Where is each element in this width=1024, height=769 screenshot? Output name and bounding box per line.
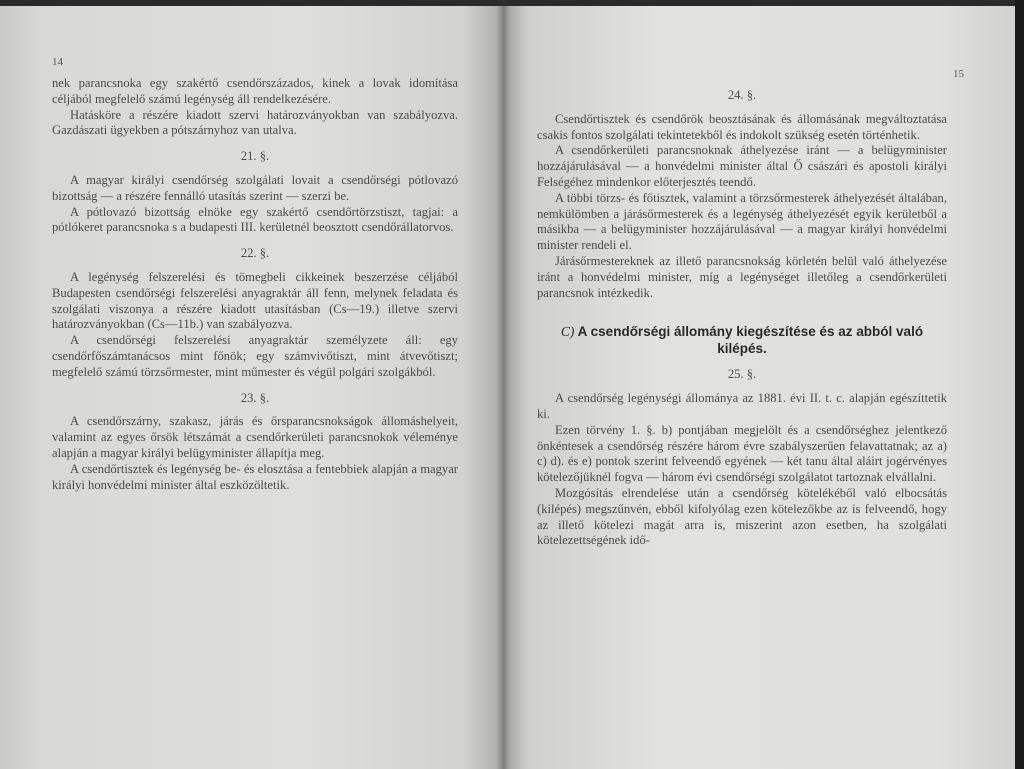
paragraph: nek parancsnoka egy szakértő csendőrszázados, kinek a lovak idomítása céljából megfelelő számú legénység áll rendelkezésére. xyxy=(52,76,458,106)
paragraph: A csendőrség legénységi állománya az 1881. évi II. t. c. alapján egészíttetik ki. xyxy=(537,391,947,421)
section-title-23: 23. §. xyxy=(240,390,270,405)
section-title-22: 22. §. xyxy=(240,246,270,261)
heading-lead: C) xyxy=(560,324,575,340)
right-page xyxy=(503,0,1015,769)
left-page xyxy=(0,0,503,769)
paragraph: A magyar királyi csendőrség szolgálati lovait a csendőrségi pótlovazó bizottság — a részére fennálló utasítás szerint — szerzi be. xyxy=(52,172,458,203)
paragraph: Hatásköre a részére kiadott szervi határozványokban van szabályozva. Gazdászati ügyekben a pótszárnyhoz van utalva. xyxy=(52,107,458,138)
paragraph: A csendőrszárny, szakasz, járás és őrsparancsnokságok állomáshelyeit, valamint az egyes őrsök létszámát a csendőrkerületi parancsnokok véleménye alapján a magyar királyi belügyminister állapítja meg. xyxy=(52,414,458,460)
paragraph: A legénység felszerelési és tömegbeli cikkeinek beszerzése céljából Budapesten csendőrségi felszerelési anyagraktár áll fenn, melynek feladata és szolgálati viszonya a részére kiadott utasításban (Cs—19.) illetve szervi határozványokban (Cs—11b.) van szabályozva. xyxy=(52,269,458,332)
section-title-21: 21. §. xyxy=(240,149,270,164)
book-gutter xyxy=(496,0,510,769)
paragraph: Csendőrtisztek és csendőrök beosztásának és állomásának megváltoztatása csakis fontos szolgálati tekintetekből és indokolt szükség esetén történhetik. xyxy=(537,111,947,142)
paragraph: Mozgósítás elrendelése után a csendőrség kötelékéből való elbocsátás (kilépés) megszűnvén, ebből kifolyólag ezen kötelezőkbe az is felveendő, hogy az illető kötelezi magát arra is, miszerint azon esetben, ha szolgálati kötelezettségének idő- xyxy=(537,485,947,548)
background-edge xyxy=(1015,0,1024,769)
section-title-25: 25. §. xyxy=(727,367,757,382)
left-page-body xyxy=(52,76,458,493)
page-number-left: 14 xyxy=(52,56,63,68)
paragraph: A csendőrségi felszerelési anyagraktár személyzete áll: egy csendőrfőszámtanácsos mint főnök; egy számvivőtiszt, mint átvevőtiszt; megfelelő számú törzsőrmester, mint műmester és végül polgári szolgákból. xyxy=(52,333,458,379)
section-title-24: 24. §. xyxy=(727,88,757,102)
paragraph: Ezen törvény 1. §. b) pontjában megjelölt és a csendőrséghez jelentkező önkéntesek a csendőrség részére három évre szabályszerűen felavattatnak; az a) c) d). és e) pontok szerint felveendő egyének — két tanu által aláirt jogérvényes kötelezőjüknél fogva — három évi csendőrségi szolgálatot tartoznak elvállalni. xyxy=(537,422,947,485)
heading-text: A csendőrségi állomány kiegészítése és az abból való kilépés. xyxy=(577,324,924,357)
paragraph: A csendőrtisztek és legénység be- és elosztása a fentebbiek alapján a magyar királyi honvédelmi minister által eszközöltetik. xyxy=(52,461,458,492)
paragraph: Járásőrmestereknek az illető parancsnokság körletén belül való áthelyezése iránt a honvédelmi minister, míg a legénységet illetőleg a csendőrkerületi parancsnok intézkedik. xyxy=(537,253,947,300)
paragraph: A csendőrkerületi parancsnoknak áthelyezése iránt — a belügyminister hozzájárulásával — a honvédelmi minister által Ő császári és apostoli királyi Felségéhez mindenkor előterjesztés teendő. xyxy=(537,143,947,189)
chapter-heading xyxy=(537,323,947,357)
right-page-body xyxy=(537,88,947,549)
paragraph: A pótlovazó bizottság elnöke egy szakértő csendőrtörzstiszt, tagjai: a pótlókeret parancsnoka s a budapesti III. kerületnél beosztott csendőrállatorvos. xyxy=(52,204,458,235)
page-number-right: 15 xyxy=(953,68,964,80)
paragraph: A többi törzs- és főtisztek, valamint a törzsőrmesterek áthelyezését általában, nemkülömben a járásőrmesterek és a legénység áthelyezését egyik kerületből a másikba — a belügyminister hozzájárulásával — a magyar királyi honvédelmi minister rendeli el. xyxy=(537,190,947,253)
